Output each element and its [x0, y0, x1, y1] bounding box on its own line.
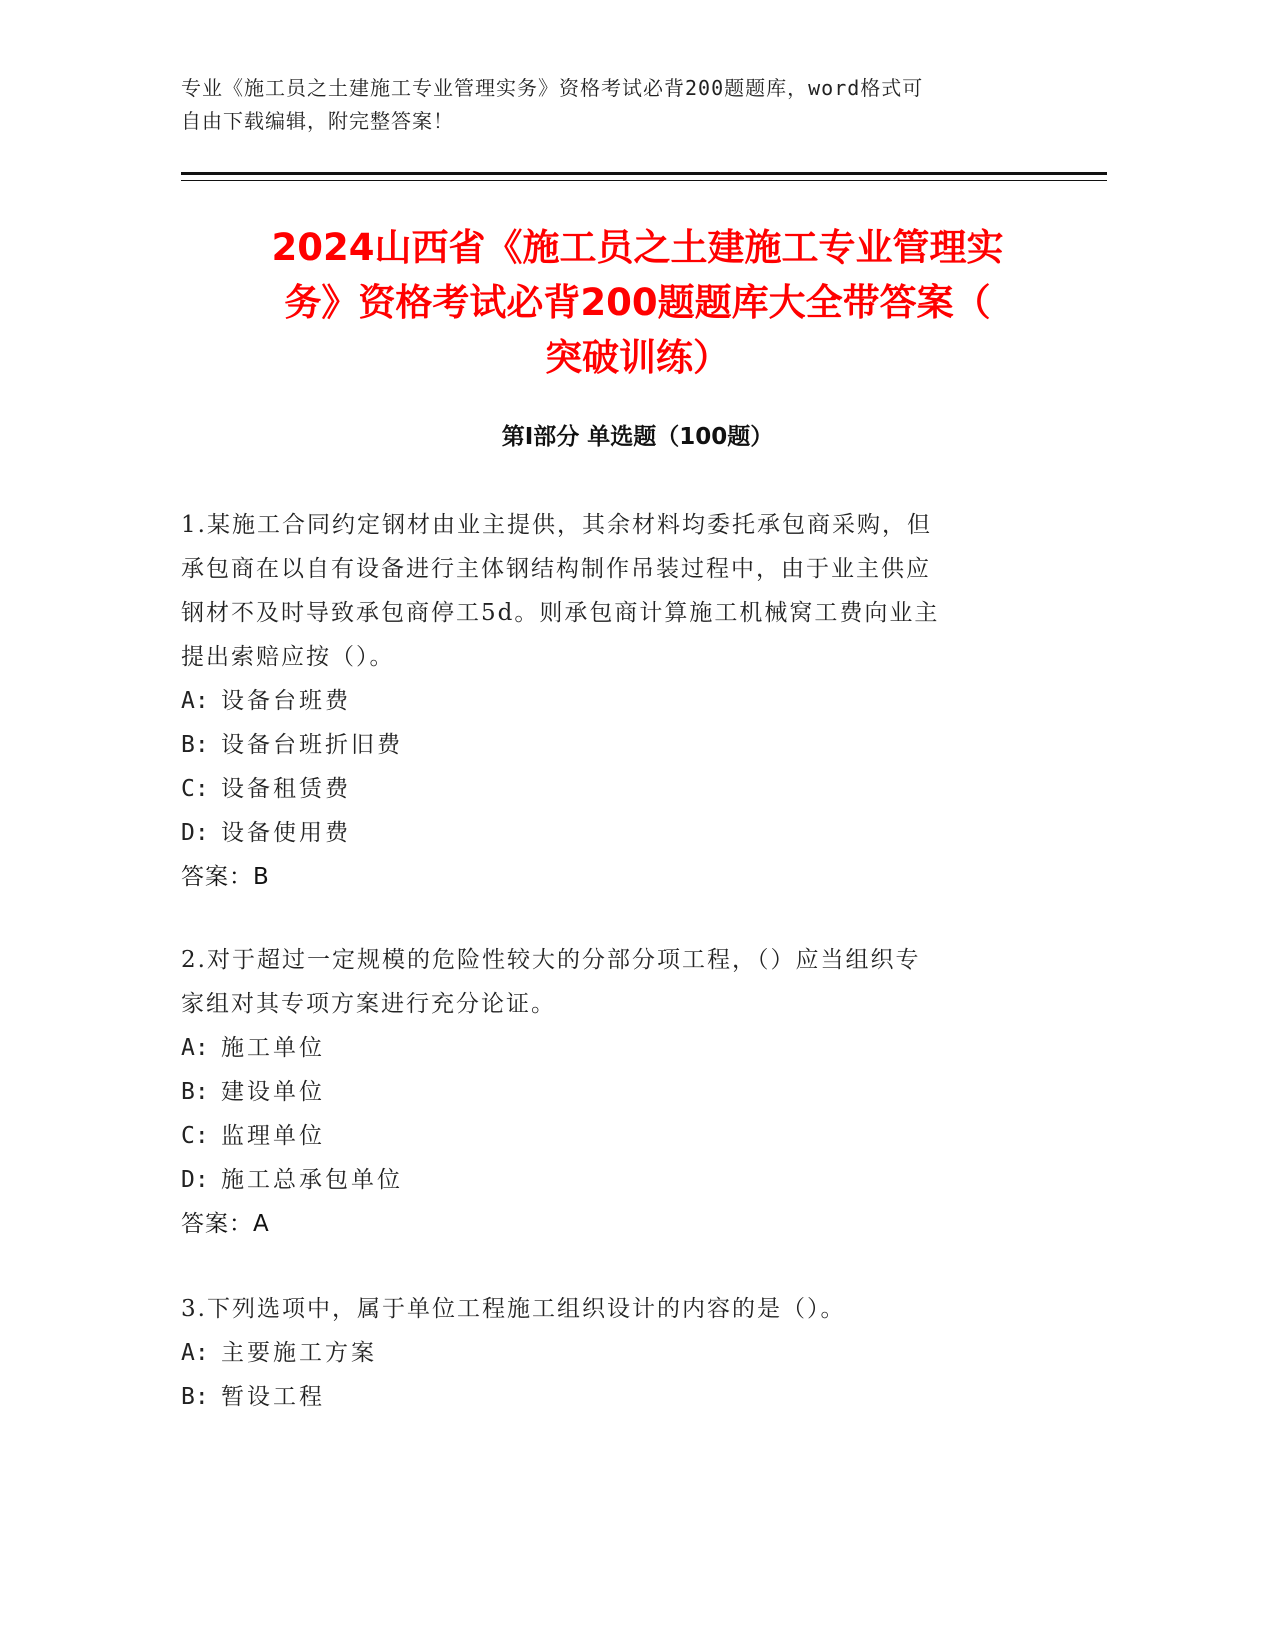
header-note-line: 专业《施工员之土建施工专业管理实务》资格考试必背200题题库，word格式可	[181, 76, 924, 100]
option-b	[181, 723, 1041, 767]
option-letter: A:	[181, 688, 209, 714]
option-text: 监理单位	[221, 1123, 325, 1149]
answer-label: 答案：	[181, 1211, 253, 1237]
question-stem-line: 提出索赔应按（）。	[181, 644, 395, 670]
question-stem-line: 1.某施工合同约定钢材由业主提供，其余材料均委托承包商采购，但	[181, 512, 932, 538]
option-letter: B:	[181, 1384, 209, 1410]
option-a	[181, 1026, 1041, 1070]
option-c	[181, 1114, 1041, 1158]
option-letter: B:	[181, 732, 209, 758]
option-b	[181, 1375, 1041, 1419]
header-note	[181, 72, 1041, 138]
option-letter: C:	[181, 1123, 209, 1149]
option-letter: A:	[181, 1340, 209, 1366]
option-d	[181, 811, 1041, 855]
option-text: 施工总承包单位	[221, 1167, 403, 1193]
answer-line	[181, 855, 1041, 899]
question-item	[181, 938, 1041, 1246]
option-text: 主要施工方案	[221, 1340, 377, 1366]
question-stem-line: 家组对其专项方案进行充分论证。	[181, 991, 556, 1017]
question-stem	[181, 938, 1041, 1026]
answer-value: A	[253, 1211, 270, 1237]
answer-label: 答案：	[181, 864, 253, 890]
document-title-line: 务》资格考试必背200题题库大全带答案（	[284, 281, 991, 324]
question-stem-line: 2.对于超过一定规模的危险性较大的分部分项工程，（）应当组织专	[181, 947, 921, 973]
question-stem	[181, 1287, 1041, 1331]
question-item	[181, 1287, 1041, 1419]
section-heading: 第Ⅰ部分 单选题（100题）	[501, 424, 774, 450]
question-stem	[181, 503, 1041, 679]
header-rule-thin	[181, 180, 1107, 181]
option-letter: D:	[181, 820, 209, 846]
option-text: 建设单位	[221, 1079, 325, 1105]
question-stem-line: 3.下列选项中，属于单位工程施工组织设计的内容的是（）。	[181, 1296, 846, 1322]
option-text: 设备使用费	[221, 820, 351, 846]
option-a	[181, 679, 1041, 723]
document-title-line: 2024山西省《施工员之土建施工专业管理实	[271, 226, 1004, 269]
document-title	[160, 220, 1115, 385]
option-text: 暂设工程	[221, 1384, 325, 1410]
header-note-line: 自由下载编辑，附完整答案！	[181, 109, 454, 133]
option-text: 设备台班费	[221, 688, 351, 714]
option-letter: C:	[181, 776, 209, 802]
answer-value: B	[253, 864, 270, 890]
option-letter: D:	[181, 1167, 209, 1193]
option-a	[181, 1331, 1041, 1375]
document-title-line: 突破训练）	[545, 336, 730, 379]
question-stem-line: 承包商在以自有设备进行主体钢结构制作吊装过程中，由于业主供应	[181, 556, 931, 582]
option-text: 设备台班折旧费	[221, 732, 403, 758]
question-item	[181, 503, 1041, 899]
option-b	[181, 1070, 1041, 1114]
answer-line	[181, 1202, 1041, 1246]
option-letter: A:	[181, 1035, 209, 1061]
option-text: 设备租赁费	[221, 776, 351, 802]
question-stem-line: 钢材不及时导致承包商停工5d。则承包商计算施工机械窝工费向业主	[181, 600, 940, 626]
option-text: 施工单位	[221, 1035, 325, 1061]
header-rule-thick	[181, 172, 1107, 175]
option-d	[181, 1158, 1041, 1202]
option-letter: B:	[181, 1079, 209, 1105]
option-c	[181, 767, 1041, 811]
